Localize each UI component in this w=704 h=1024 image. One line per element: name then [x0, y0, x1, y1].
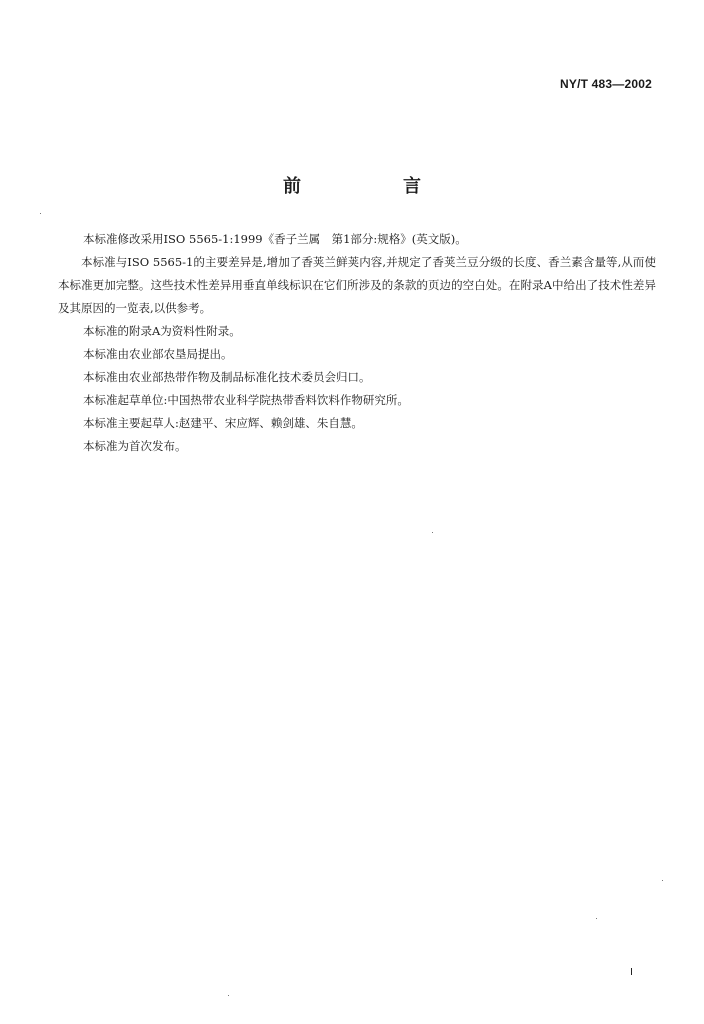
standard-code: NY/T 483—2002: [560, 77, 652, 91]
paragraph-drafting-organization: 本标准起草单位:中国热带农业科学院热带香料饮料作物研究所。: [83, 393, 409, 407]
page-title: 前 言: [283, 176, 463, 197]
paragraph-annex: 本标准的附录A为资料性附录。: [83, 324, 241, 338]
paragraph-differences: 本标准与ISO 5565-1的主要差异是,增加了香荚兰鲜荚内容,并规定了香荚兰豆分级的长度、香兰素含量等,从而使本标准更加完整。这些技术性差异用垂直单线标识在它们所涉及的条款的页边的空白处。在附录A中给出了技术性差异及其原因的一览表,以供参考。: [58, 255, 656, 315]
paragraph-first-release: 本标准为首次发布。: [83, 439, 187, 453]
scan-speck: [228, 995, 229, 996]
paragraph-proposed-by: 本标准由农业部农垦局提出。: [83, 347, 233, 361]
paragraph-drafters: 本标准主要起草人:赵建平、宋应辉、赖剑雄、朱自慧。: [83, 416, 363, 430]
scan-speck: [596, 918, 597, 919]
scan-speck: [662, 880, 663, 881]
paragraph-adoption: 本标准修改采用ISO 5565-1:1999《香子兰属 第1部分:规格》(英文版)。: [83, 232, 467, 246]
scan-speck: [40, 213, 41, 214]
scan-speck: [432, 532, 433, 533]
paragraph-administered-by: 本标准由农业部热带作物及制品标准化技术委员会归口。: [83, 370, 371, 384]
page-number: I: [630, 967, 633, 978]
foreword-body: [60, 228, 656, 458]
